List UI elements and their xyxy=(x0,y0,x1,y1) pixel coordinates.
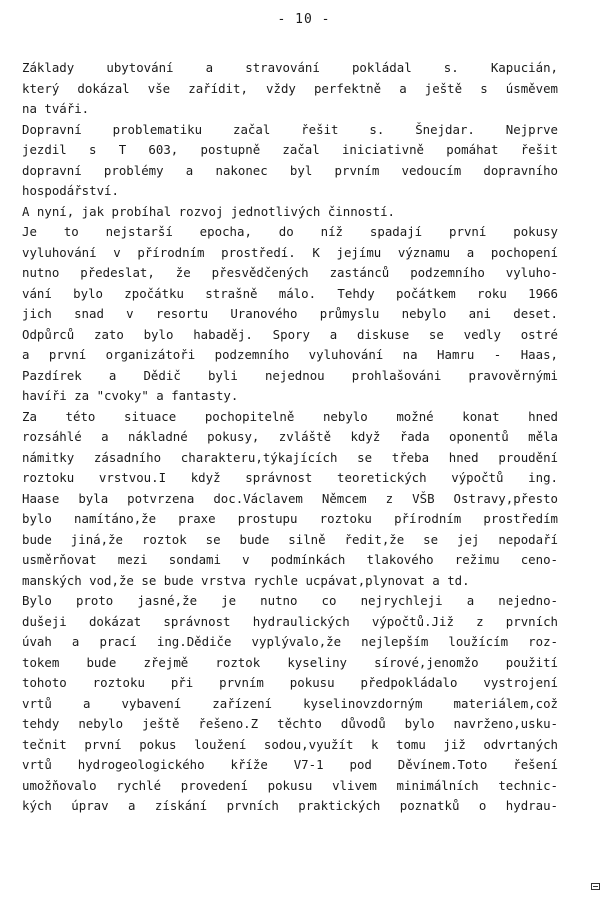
text-line: Dopravní problematiku začal řešit s. Šnejdar. Nejprve xyxy=(22,121,558,137)
text-line: bylo namítáno,že praxe prostupu roztoku přírodním prostředím xyxy=(22,511,558,526)
text-line: vání bylo zpočátku strašně málo. Tehdy počátkem roku 1966 xyxy=(22,285,558,301)
text-line: námitky zásadního charakteru,týkajících se třeba hned proudění xyxy=(22,449,558,465)
text-line: jich snad v resortu Uranového průmyslu nebylo ani deset. xyxy=(22,306,558,321)
text-line: vrtů a vybavení zařízení kyselinovzdorným materiálem,což xyxy=(22,695,558,711)
text-line: rozsáhlé a nákladné pokusy, zvláště když řada oponentů měla xyxy=(22,429,558,444)
text-line: Haase byla potvrzena doc.Václavem Němcem z VŠB Ostravy,přesto xyxy=(22,490,558,506)
text-line: manských vod,že se bude vrstva rychle ucpávat,plynovat a td. xyxy=(22,572,470,588)
text-line: hospodářství. xyxy=(22,183,119,198)
page-number: - 10 - xyxy=(277,12,331,27)
text-line: tehdy nebylo ještě řešeno.Z těchto důvodů bylo navrženo,usku- xyxy=(22,716,558,731)
body-text xyxy=(22,58,558,817)
text-line: Odpůrců zato bylo habaděj. Spory a diskuse se vedly ostré xyxy=(22,326,558,342)
text-line: nutno předeslat, že přesvědčených zastánců podzemního vyluho- xyxy=(22,265,558,280)
text-line: tokem bude zřejmě roztok kyseliny sírové,jenomžo použití xyxy=(22,654,558,670)
text-line: Za této situace pochopitelně nebylo možné konat hned xyxy=(22,408,558,424)
text-line: který dokázal vše zařídit, vždy perfektně a ještě s úsměvem xyxy=(22,80,558,96)
text-line: tohoto roztoku při prvním pokusu předpokládalo vystrojení xyxy=(22,675,558,690)
text-line: A nyní, jak probíhal rozvoj jednotlivých činností. xyxy=(22,203,395,219)
text-line: úvah a prací ing.Dědiče vyplývalo,že nejlepším loužícím roz- xyxy=(22,634,558,649)
text-line: dušeji dokázat správnost hydraulických výpočtů.Již z prvních xyxy=(22,613,558,629)
text-line: vrtů hydrogeologického kříže V7-1 pod Děvínem.Toto řešení xyxy=(22,757,558,772)
text-line: Základy ubytování a stravování pokládal s. Kapucián, xyxy=(22,60,558,75)
text-line: usměrňovat mezi sondami v podmínkách tlakového režimu ceno- xyxy=(22,552,558,567)
text-line: umožňovalo rychlé provedení pokusu vlivem minimálních technic- xyxy=(22,777,558,793)
text-line: bude jiná,že roztok se bude silně ředit,že se jej nepodaří xyxy=(22,531,558,547)
minus-box-icon[interactable] xyxy=(591,883,600,890)
text-line: tečnit první pokus loužení sodou,využít k tomu již odvrtaných xyxy=(22,736,558,752)
text-line: Je to nejstarší epocha, do níž spadají první pokusy xyxy=(22,224,558,239)
text-line: dopravní problémy a nakonec byl prvním vedoucím dopravního xyxy=(22,162,558,178)
text-line: vyluhování v přírodním prostředí. K jejímu významu a pochopení xyxy=(22,244,558,260)
text-line: na tváři. xyxy=(22,101,90,116)
text-line: roztoku vrstvou.I když správnost teoretických výpočtů ing. xyxy=(22,470,558,485)
text-line: Bylo proto jasné,že je nutno co nejrychleji a nejedno- xyxy=(22,593,558,608)
text-line: a první organizátoři podzemního vyluhování na Hamru - Haas, xyxy=(22,347,558,362)
text-line: havíři za "cvoky" a fantasty. xyxy=(22,388,239,403)
text-line: Pazdírek a Dědič byli nejednou prohlašováni pravověrnými xyxy=(22,367,558,383)
text-line: jezdil s T 603, postupně začal iniciativně pomáhat řešit xyxy=(22,142,558,157)
text-line: kých úprav a získání prvních praktických poznatků o hydrau- xyxy=(22,798,558,813)
